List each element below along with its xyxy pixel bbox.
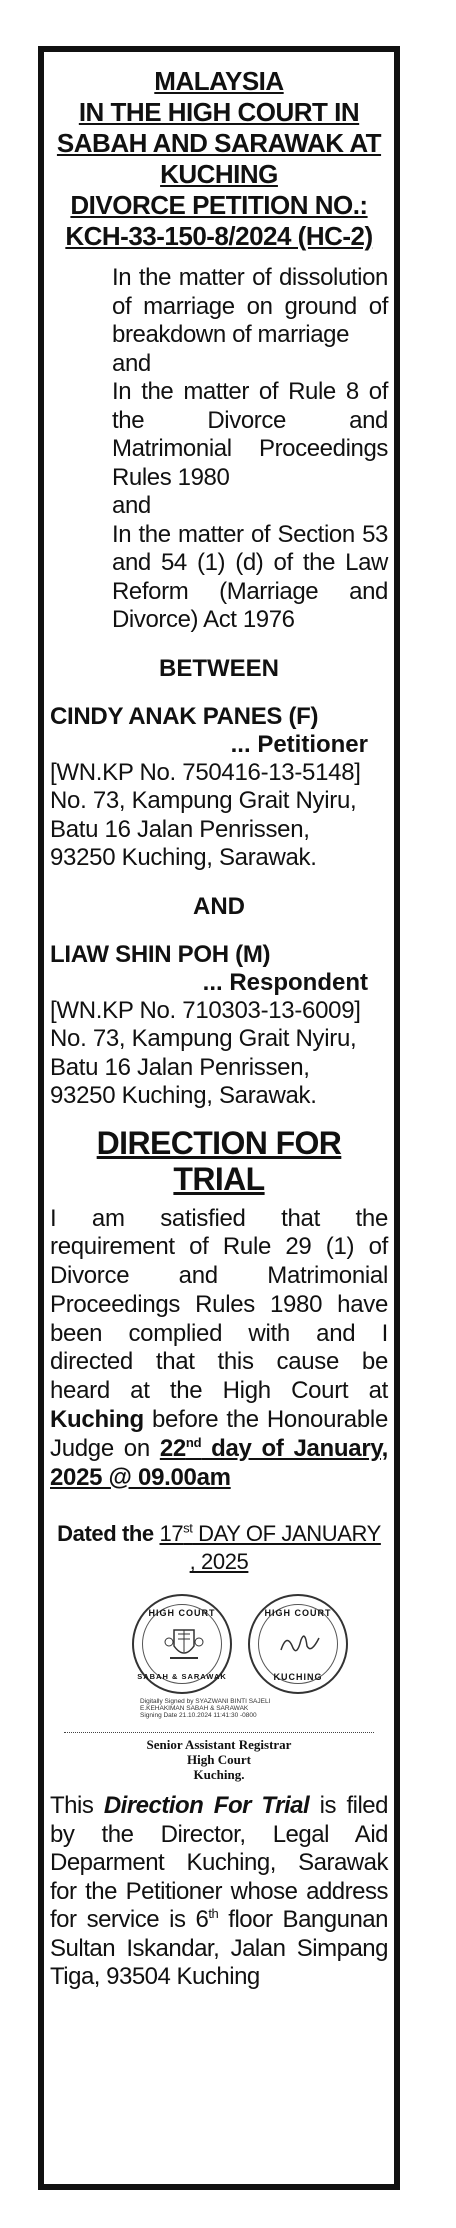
hearing-day-suffix: nd — [185, 1434, 202, 1450]
heading-line: IN THE HIGH COURT IN — [78, 97, 360, 127]
registrar-place: Kuching. — [193, 1767, 245, 1783]
dated-line — [50, 1520, 388, 1576]
petitioner-address-line: 93250 Kuching, Sarawak. — [50, 844, 317, 871]
seal-bottom-text: SABAH & SARAWAK — [137, 1672, 227, 1682]
hearing-place: Kuching — [50, 1406, 144, 1434]
heading-line: DIVORCE PETITION NO.: — [70, 190, 368, 220]
petitioner-address-line: No. 73, Kampung Grait Nyiru, — [50, 787, 357, 814]
and-label: AND — [193, 892, 245, 920]
petition-number: KCH-33-150-8/2024 (HC-2) — [65, 221, 373, 251]
direction-title: DIRECTION FOR TRIAL — [96, 1124, 342, 1197]
hearing-day: 22 — [159, 1434, 186, 1462]
matter-item: In the matter of Rule 8 of the Divorce and Matrimonial Proceedings Rules 1980 — [112, 378, 388, 491]
dated-day: 17 — [159, 1521, 184, 1547]
dated-year: , 2025 — [189, 1549, 249, 1575]
petitioner-role: ... Petitioner — [230, 730, 368, 758]
signature-dotted-line — [64, 1732, 374, 1733]
filing-note — [50, 1792, 388, 1992]
heading-line: SABAH AND SARAWAK AT — [56, 128, 382, 158]
dated-prefix: Dated the — [57, 1521, 160, 1547]
digital-signature-line: E.KEHAKIMAN SABAH & SARAWAK — [140, 1705, 249, 1713]
direction-body — [50, 1205, 388, 1493]
petitioner-name: CINDY ANAK PANES (F) — [50, 702, 319, 730]
digital-signature-line: Signing Date 21.10.2024 11:41:30 -0800 — [140, 1712, 257, 1720]
seal-top-text: HIGH COURT — [148, 1608, 216, 1619]
respondent-ic: [WN.KP No. 710303-13-6009] — [50, 996, 361, 1024]
heading-line: KUCHING — [160, 159, 278, 189]
signature-scribble-icon — [275, 1626, 325, 1662]
filing-text: This — [50, 1792, 104, 1820]
registrar-block — [50, 1737, 388, 1782]
seal-top-text: HIGH COURT — [264, 1608, 332, 1619]
notice-content — [50, 66, 388, 1992]
coat-of-arms-icon — [164, 1624, 204, 1664]
digital-signature-line: Digitally Signed by SYAZWANI BINTI SAJELI — [140, 1698, 271, 1706]
heading-line: MALAYSIA — [154, 66, 284, 96]
floor-suffix: th — [208, 1906, 219, 1922]
direction-text: I am satisfied that the requirement of Rule 29 (1) of Divorce and Matrimonial Proceedings Rules 1980 have been complied with and I directed that this cause be heard at the High Court at — [50, 1204, 388, 1405]
digital-signature — [140, 1698, 340, 1719]
matter-item: In the matter of dissolution of marriage on ground of breakdown of marriage — [112, 264, 388, 348]
dated-month: DAY OF JANUARY — [192, 1521, 381, 1547]
matters-block — [112, 264, 388, 635]
filing-text: floor Bangunan Sultan Iskandar, Jalan Simpang Tiga, 93504 Kuching — [50, 1906, 389, 1991]
respondent-address-line: No. 73, Kampung Grait Nyiru, — [50, 1025, 357, 1052]
respondent-role: ... Respondent — [202, 968, 368, 996]
between-label: BETWEEN — [159, 654, 279, 682]
petitioner-ic: [WN.KP No. 750416-13-5148] — [50, 758, 361, 786]
petitioner-address-line: Batu 16 Jalan Penrissen, — [50, 815, 310, 843]
matter-and: and — [112, 349, 151, 377]
registrar-court: High Court — [187, 1752, 251, 1768]
dated-date — [159, 1521, 380, 1546]
seals-area — [50, 1586, 388, 1726]
respondent-address-line: Batu 16 Jalan Penrissen, — [50, 1053, 310, 1081]
petitioner-block — [50, 703, 388, 873]
court-seal-left — [132, 1594, 232, 1694]
hearing-date-rest: day of January, 2025 @ 09.00am — [50, 1434, 388, 1491]
respondent-block — [50, 941, 388, 1111]
matter-and: and — [112, 492, 151, 519]
direction-text: before the Honourable Judge on — [50, 1406, 388, 1462]
court-heading — [50, 66, 388, 252]
filing-text: is filed by the Director, Legal Aid Deparment Kuching, Sarawak for the Petitioner whose address for service is 6 — [50, 1792, 388, 1934]
seal-bottom-text: KUCHING — [273, 1672, 323, 1683]
court-seal-right — [248, 1594, 348, 1694]
filing-doc-name: Direction For Trial — [103, 1792, 310, 1820]
notice-frame — [38, 46, 400, 2190]
respondent-name: LIAW SHIN POH (M) — [50, 940, 271, 968]
dated-day-suffix: st — [183, 1521, 193, 1537]
respondent-address-line: 93250 Kuching, Sarawak. — [50, 1082, 317, 1109]
registrar-title: Senior Assistant Registrar — [146, 1737, 292, 1753]
matter-item: In the matter of Section 53 and 54 (1) (d) of the Law Reform (Marriage and Divorce) Act 1976 — [112, 520, 388, 633]
